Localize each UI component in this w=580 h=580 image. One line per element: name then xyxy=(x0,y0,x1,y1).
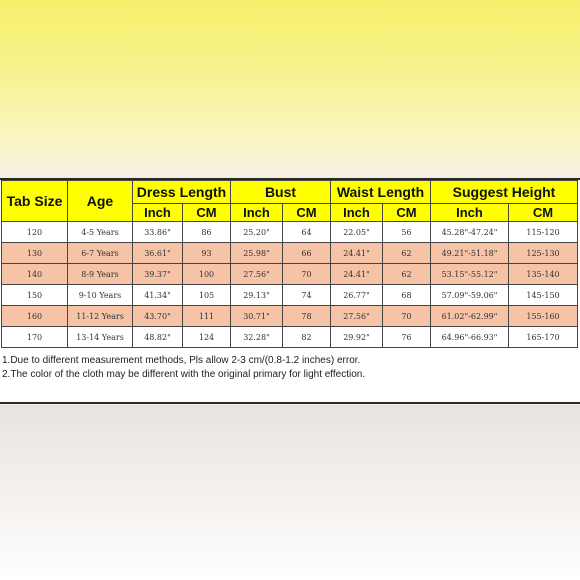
cell-waist-cm: 70 xyxy=(383,306,431,327)
cell-waist-inch: 22.05" xyxy=(331,222,383,243)
cell-bust-inch: 29.13" xyxy=(231,285,283,306)
cell-age: 11-12 Years xyxy=(68,306,133,327)
cell-height-inch: 64.96"-66.93" xyxy=(431,327,509,348)
cell-dress-inch: 33.86" xyxy=(133,222,183,243)
cell-bust-inch: 25.98" xyxy=(231,243,283,264)
cell-height-inch: 61.02"-62.99" xyxy=(431,306,509,327)
cell-size: 140 xyxy=(2,264,68,285)
cell-size: 120 xyxy=(2,222,68,243)
cell-bust-cm: 66 xyxy=(283,243,331,264)
header-unit-inch: Inch xyxy=(431,204,509,222)
header-unit-inch: Inch xyxy=(331,204,383,222)
cell-waist-cm: 76 xyxy=(383,327,431,348)
cell-bust-inch: 27.56" xyxy=(231,264,283,285)
size-table xyxy=(1,180,578,348)
cell-waist-inch: 24.41" xyxy=(331,243,383,264)
header-unit-cm: CM xyxy=(283,204,331,222)
cell-age: 13-14 Years xyxy=(68,327,133,348)
cell-age: 9-10 Years xyxy=(68,285,133,306)
header-unit-inch: Inch xyxy=(231,204,283,222)
cell-waist-inch: 24.41" xyxy=(331,264,383,285)
cell-waist-inch: 26.77" xyxy=(331,285,383,306)
cell-bust-cm: 70 xyxy=(283,264,331,285)
cell-bust-cm: 82 xyxy=(283,327,331,348)
cell-height-cm: 145-150 xyxy=(509,285,578,306)
cell-dress-inch: 36.61" xyxy=(133,243,183,264)
table-row xyxy=(2,327,578,348)
header-unit-cm: CM xyxy=(183,204,231,222)
note-measurement-error: 1.Due to different measurement methods, Pls allow 2-3 cm/(0.8-1.2 inches) error. xyxy=(2,355,361,366)
cell-dress-cm: 124 xyxy=(183,327,231,348)
cell-dress-inch: 39.37" xyxy=(133,264,183,285)
cell-height-inch: 45.28"-47.24" xyxy=(431,222,509,243)
header-tab-size: Tab Size xyxy=(2,181,68,222)
cell-waist-cm: 56 xyxy=(383,222,431,243)
cell-bust-cm: 74 xyxy=(283,285,331,306)
table-row xyxy=(2,306,578,327)
cell-height-cm: 125-130 xyxy=(509,243,578,264)
cell-age: 4-5 Years xyxy=(68,222,133,243)
table-row xyxy=(2,243,578,264)
cell-waist-cm: 62 xyxy=(383,264,431,285)
cell-age: 6-7 Years xyxy=(68,243,133,264)
header-unit-inch: Inch xyxy=(133,204,183,222)
cell-size: 130 xyxy=(2,243,68,264)
cell-age: 8-9 Years xyxy=(68,264,133,285)
cell-waist-cm: 62 xyxy=(383,243,431,264)
table-row xyxy=(2,264,578,285)
cell-height-cm: 115-120 xyxy=(509,222,578,243)
cell-dress-inch: 41.34" xyxy=(133,285,183,306)
header-unit-cm: CM xyxy=(509,204,578,222)
cell-dress-inch: 43.70" xyxy=(133,306,183,327)
cell-height-inch: 53.15"-55.12" xyxy=(431,264,509,285)
header-dress-length: Dress Length xyxy=(133,181,231,204)
header-bust: Bust xyxy=(231,181,331,204)
cell-dress-cm: 105 xyxy=(183,285,231,306)
note-color-difference: 2.The color of the cloth may be different with the original primary for light effection. xyxy=(2,369,366,380)
cell-dress-inch: 48.82" xyxy=(133,327,183,348)
notes xyxy=(2,354,578,382)
header-row-main xyxy=(2,181,578,204)
header-suggest-height: Suggest Height xyxy=(431,181,578,204)
size-chart xyxy=(0,178,580,404)
cell-bust-inch: 25.20" xyxy=(231,222,283,243)
cell-bust-inch: 32.28" xyxy=(231,327,283,348)
cell-dress-cm: 93 xyxy=(183,243,231,264)
cell-waist-inch: 27.56" xyxy=(331,306,383,327)
cell-height-inch: 49.21"-51.18" xyxy=(431,243,509,264)
cell-dress-cm: 100 xyxy=(183,264,231,285)
cell-bust-cm: 78 xyxy=(283,306,331,327)
cell-height-inch: 57.09"-59.06" xyxy=(431,285,509,306)
cell-waist-cm: 68 xyxy=(383,285,431,306)
cell-dress-cm: 86 xyxy=(183,222,231,243)
cell-size: 160 xyxy=(2,306,68,327)
header-unit-cm: CM xyxy=(383,204,431,222)
table-row xyxy=(2,285,578,306)
background-fade xyxy=(0,405,580,580)
cell-height-cm: 165-170 xyxy=(509,327,578,348)
cell-bust-inch: 30.71" xyxy=(231,306,283,327)
table-row xyxy=(2,222,578,243)
cell-height-cm: 155-160 xyxy=(509,306,578,327)
cell-height-cm: 135-140 xyxy=(509,264,578,285)
header-age: Age xyxy=(68,181,133,222)
header-waist-length: Waist Length xyxy=(331,181,431,204)
cell-dress-cm: 111 xyxy=(183,306,231,327)
cell-waist-inch: 29.92" xyxy=(331,327,383,348)
cell-bust-cm: 64 xyxy=(283,222,331,243)
cell-size: 150 xyxy=(2,285,68,306)
cell-size: 170 xyxy=(2,327,68,348)
